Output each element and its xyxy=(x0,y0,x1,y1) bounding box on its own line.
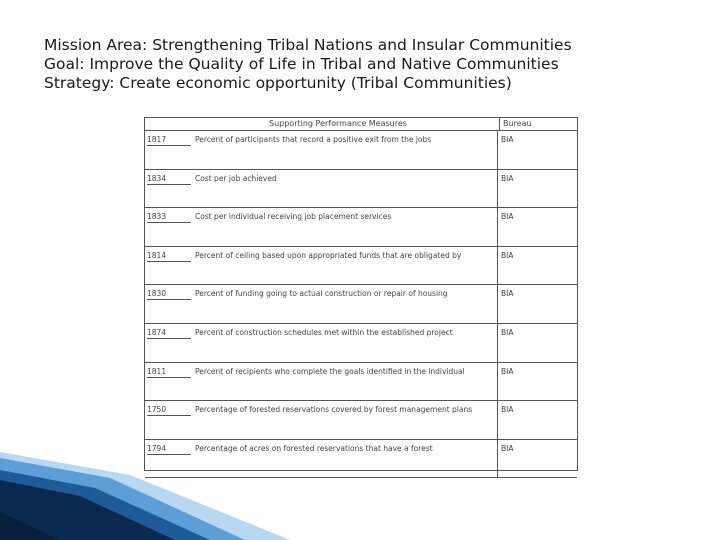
bureau-cell: BIA xyxy=(497,324,571,362)
bureau-cell: BIA xyxy=(497,401,571,439)
measure-number: 1750 xyxy=(147,404,191,416)
bureau-cell: BIA xyxy=(497,208,571,246)
measure-description: Percentage of forested reservations covered by forest management plans xyxy=(195,405,473,415)
bureau-cell: BIA xyxy=(497,131,571,169)
measure-number: 1811 xyxy=(147,366,191,378)
bureau-cell: BIA xyxy=(497,440,571,478)
bureau-cell: BIA xyxy=(497,363,571,401)
measure-description: Percent of funding going to actual construction or repair of housing xyxy=(195,289,448,299)
measure-description: Percent of ceiling based upon appropriated funds that are obligated by xyxy=(195,250,462,260)
bureau-cell: BIA xyxy=(497,247,571,285)
bureau-cell: BIA xyxy=(497,170,571,208)
bureau-column-header: Bureau xyxy=(499,118,577,130)
measure-number: 1830 xyxy=(147,288,191,300)
strategy-line: Strategy: Create economic opportunity (Tribal Communities) xyxy=(44,74,512,92)
measure-description: Cost per individual receiving job placement services xyxy=(195,212,392,222)
measure-number: 1874 xyxy=(147,327,191,339)
measure-number: 1833 xyxy=(147,211,191,223)
measure-number: 1814 xyxy=(147,250,191,262)
goal-line: Goal: Improve the Quality of Life in Tribal and Native Communities xyxy=(44,55,559,73)
bureau-cell: BIA xyxy=(497,285,571,323)
measure-description: Percent of construction schedules met within the established project xyxy=(195,327,453,337)
measures-column-header: Supporting Performance Measures xyxy=(269,119,407,128)
measure-description: Cost per job achieved xyxy=(195,173,277,183)
measure-number: 1834 xyxy=(147,173,191,185)
measure-description: Percent of recipients who complete the goals identified in the individual xyxy=(195,366,465,376)
measure-number: 1817 xyxy=(147,134,191,146)
mission-area-line: Mission Area: Strengthening Tribal Nations and Insular Communities xyxy=(44,36,572,54)
measure-number: 1794 xyxy=(147,443,191,455)
measure-description: Percent of participants that record a positive exit from the jobs xyxy=(195,135,432,144)
measure-description: Percentage of acres on forested reservations that have a forest xyxy=(195,443,433,453)
